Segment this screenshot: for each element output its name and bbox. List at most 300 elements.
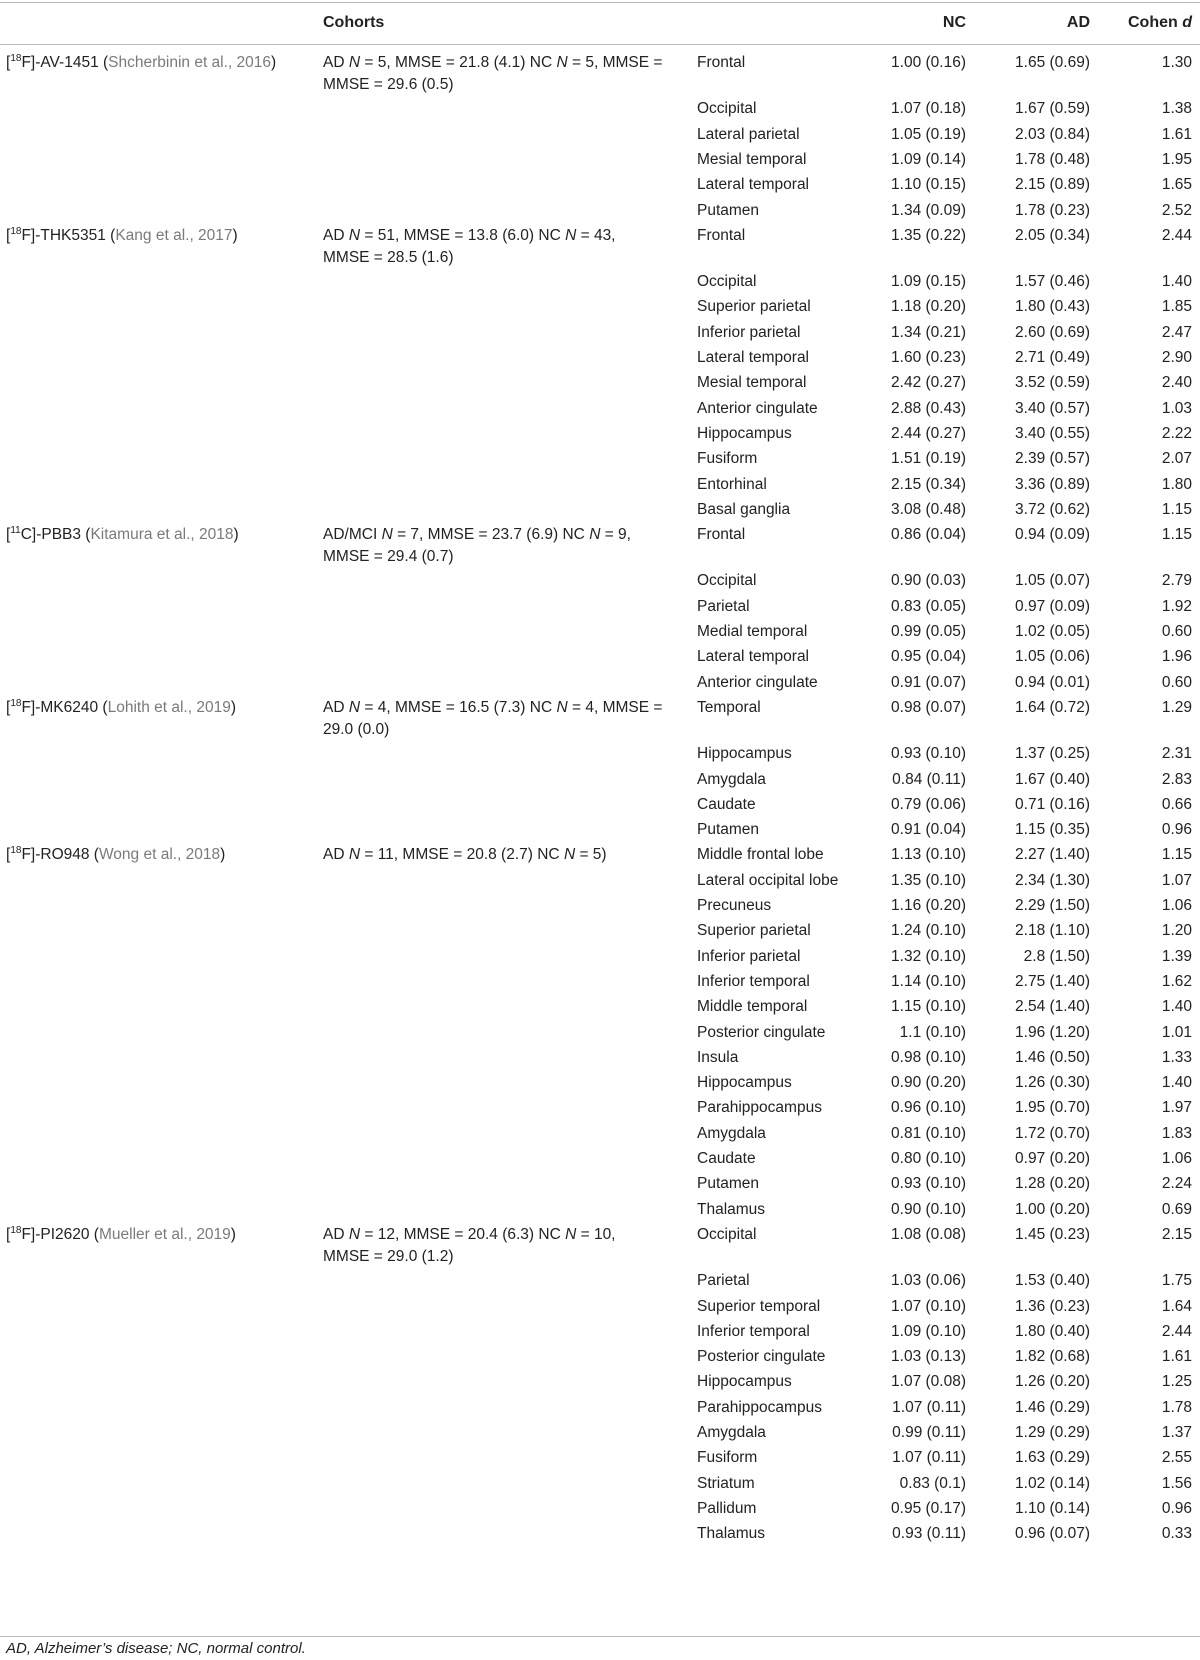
region-cell: Anterior cingulate bbox=[697, 399, 818, 417]
table-top-rule bbox=[0, 2, 1200, 3]
ad-value-cell: 0.97 (0.20) bbox=[1015, 1150, 1090, 1167]
cohort-text: = 10, MMSE = 29.0 (1.2) bbox=[323, 1225, 616, 1265]
ad-value-cell: 1.45 (0.23) bbox=[1015, 1225, 1090, 1243]
ad-value-cell: 1.37 (0.25) bbox=[1015, 745, 1090, 763]
cohen-d-cell: 1.96 bbox=[1161, 648, 1192, 666]
cohen-d-cell: 1.15 bbox=[1161, 846, 1192, 864]
nc-value-cell: 2.42 (0.27) bbox=[891, 374, 966, 392]
ad-value-cell: 0.97 (0.09) bbox=[1015, 597, 1090, 615]
cohen-d-cell: 1.97 bbox=[1161, 1099, 1192, 1117]
cohen-d-cell: 1.40 bbox=[1161, 273, 1192, 291]
cohen-d-cell: 2.22 bbox=[1161, 424, 1192, 442]
tracer-isotope-mass: 18 bbox=[10, 1224, 22, 1236]
region-cell: Frontal bbox=[697, 526, 746, 544]
header-cohen-d-symbol: d bbox=[1182, 14, 1192, 31]
nc-value-cell: 2.44 (0.27) bbox=[891, 424, 966, 442]
cohort-cell bbox=[323, 52, 663, 96]
tracer-isotope-mass: 18 bbox=[10, 845, 22, 857]
cohen-d-cell: 2.55 bbox=[1161, 1449, 1192, 1467]
region-cell: Occipital bbox=[697, 100, 757, 118]
ad-value-cell: 3.72 (0.62) bbox=[1015, 500, 1090, 518]
ad-value-cell: 0.94 (0.09) bbox=[1015, 526, 1090, 544]
cohort-cell bbox=[323, 844, 663, 866]
tracer-name: F]-MK6240 ( bbox=[21, 698, 108, 716]
tracer-cell bbox=[6, 1224, 306, 1246]
region-cell: Middle frontal lobe bbox=[697, 846, 824, 864]
cohen-d-cell: 2.15 bbox=[1161, 1225, 1192, 1243]
ad-value-cell: 2.18 (1.10) bbox=[1015, 922, 1090, 940]
nc-value-cell: 0.90 (0.10) bbox=[891, 1200, 966, 1218]
ad-value-cell: 2.27 (1.40) bbox=[1015, 846, 1090, 864]
nc-value-cell: 1.07 (0.18) bbox=[891, 100, 966, 118]
cohen-d-cell: 1.78 bbox=[1161, 1398, 1192, 1416]
region-cell: Lateral temporal bbox=[697, 349, 810, 366]
ad-value-cell: 2.15 (0.89) bbox=[1015, 176, 1090, 194]
nc-value-cell: 2.88 (0.43) bbox=[891, 399, 966, 417]
region-cell: Fusiform bbox=[697, 1449, 758, 1467]
region-cell: Occipital bbox=[697, 273, 757, 291]
cohen-d-cell: 2.47 bbox=[1161, 323, 1192, 341]
nc-value-cell: 0.98 (0.07) bbox=[891, 698, 966, 716]
nc-value-cell: 0.81 (0.10) bbox=[891, 1124, 966, 1142]
tracer-bracket: [ bbox=[6, 1225, 11, 1243]
region-cell: Mesial temporal bbox=[697, 374, 807, 392]
cohen-d-cell: 2.44 bbox=[1161, 1322, 1192, 1340]
ad-value-cell: 1.05 (0.06) bbox=[1015, 648, 1090, 666]
cohen-d-cell: 1.95 bbox=[1161, 150, 1192, 168]
region-cell: Amygdala bbox=[697, 1124, 766, 1142]
citation-link: Kitamura et al., 2018 bbox=[90, 526, 234, 544]
region-cell: Lateral temporal bbox=[697, 176, 810, 194]
ad-value-cell: 1.26 (0.30) bbox=[1015, 1074, 1090, 1092]
region-cell: Putamen bbox=[697, 821, 760, 839]
nc-value-cell: 0.90 (0.03) bbox=[891, 572, 966, 590]
nc-value-cell: 0.96 (0.10) bbox=[891, 1099, 966, 1117]
region-cell: Parahippocampus bbox=[697, 1099, 822, 1117]
header-rule bbox=[0, 44, 1200, 45]
tracer-bracket: [ bbox=[6, 54, 11, 71]
region-cell: Inferior temporal bbox=[697, 1322, 810, 1340]
cohen-d-cell: 1.92 bbox=[1161, 597, 1192, 615]
ad-value-cell: 0.71 (0.16) bbox=[1015, 795, 1090, 813]
nc-value-cell: 1.13 (0.10) bbox=[891, 846, 966, 864]
region-cell: Inferior temporal bbox=[697, 972, 810, 990]
ad-value-cell: 0.96 (0.07) bbox=[1015, 1525, 1090, 1543]
cohort-text: = 9, MMSE = 29.4 (0.7) bbox=[323, 526, 631, 566]
tracer-isotope-mass: 18 bbox=[10, 225, 22, 237]
tracer-isotope-mass: 11 bbox=[10, 525, 21, 537]
ad-value-cell: 1.10 (0.14) bbox=[1015, 1499, 1090, 1517]
nc-value-cell: 1.10 (0.15) bbox=[891, 176, 966, 194]
ad-value-cell: 1.02 (0.05) bbox=[1015, 623, 1090, 640]
cohort-cell bbox=[323, 697, 663, 741]
cohen-d-cell: 1.40 bbox=[1161, 1074, 1192, 1092]
nc-value-cell: 1.34 (0.21) bbox=[891, 323, 966, 341]
nc-value-cell: 1.32 (0.10) bbox=[891, 947, 966, 965]
cohen-d-cell: 1.38 bbox=[1161, 100, 1192, 118]
cohort-text: AD bbox=[323, 226, 349, 244]
region-cell: Hippocampus bbox=[697, 1074, 792, 1092]
region-cell: Frontal bbox=[697, 226, 746, 244]
region-cell: Anterior cingulate bbox=[697, 673, 818, 691]
cohort-n-symbol: N bbox=[556, 698, 568, 716]
ad-value-cell: 3.40 (0.55) bbox=[1015, 424, 1090, 442]
region-cell: Frontal bbox=[697, 54, 746, 71]
cohen-d-cell: 1.33 bbox=[1161, 1048, 1192, 1066]
header-cohorts: Cohorts bbox=[323, 14, 385, 31]
cohen-d-cell: 1.29 bbox=[1161, 698, 1192, 716]
region-cell: Putamen bbox=[697, 1175, 760, 1193]
nc-value-cell: 0.80 (0.10) bbox=[891, 1150, 966, 1167]
tracer-cell bbox=[6, 844, 306, 866]
nc-value-cell: 1.14 (0.10) bbox=[891, 972, 966, 990]
cohen-d-cell: 2.90 bbox=[1161, 349, 1192, 366]
region-cell: Thalamus bbox=[697, 1200, 766, 1218]
cohort-text: = 5) bbox=[575, 846, 607, 864]
nc-value-cell: 1.05 (0.19) bbox=[891, 125, 966, 143]
cohen-d-cell: 1.30 bbox=[1161, 54, 1192, 71]
ad-value-cell: 2.75 (1.40) bbox=[1015, 972, 1090, 990]
ad-value-cell: 1.95 (0.70) bbox=[1015, 1099, 1090, 1117]
nc-value-cell: 0.90 (0.20) bbox=[891, 1074, 966, 1092]
nc-value-cell: 0.93 (0.10) bbox=[891, 745, 966, 763]
cohen-d-cell: 1.40 bbox=[1161, 998, 1192, 1016]
citation-link: Wong et al., 2018 bbox=[98, 846, 221, 864]
region-cell: Fusiform bbox=[697, 450, 758, 468]
cohort-n-symbol: N bbox=[589, 526, 601, 544]
nc-value-cell: 0.91 (0.07) bbox=[891, 673, 966, 691]
nc-value-cell: 0.93 (0.10) bbox=[891, 1175, 966, 1193]
region-cell: Lateral temporal bbox=[697, 648, 810, 666]
cohen-d-cell: 1.03 bbox=[1161, 399, 1192, 417]
ad-value-cell: 1.67 (0.40) bbox=[1015, 770, 1090, 788]
region-cell: Putamen bbox=[697, 201, 760, 219]
region-cell: Superior parietal bbox=[697, 922, 811, 940]
header-ad: AD bbox=[1066, 14, 1090, 31]
ad-value-cell: 2.54 (1.40) bbox=[1015, 998, 1090, 1016]
cohen-d-cell: 1.83 bbox=[1161, 1124, 1192, 1142]
cohen-d-cell: 1.80 bbox=[1161, 475, 1192, 493]
ad-value-cell: 1.36 (0.23) bbox=[1015, 1297, 1090, 1315]
cohen-d-cell: 1.65 bbox=[1161, 176, 1192, 194]
region-cell: Inferior parietal bbox=[697, 323, 801, 341]
ad-value-cell: 2.29 (1.50) bbox=[1015, 897, 1090, 914]
ad-value-cell: 0.94 (0.01) bbox=[1015, 673, 1090, 691]
cohort-n-symbol: N bbox=[348, 698, 361, 716]
cohen-d-cell: 0.60 bbox=[1161, 673, 1192, 691]
region-cell: Mesial temporal bbox=[697, 150, 807, 168]
region-cell: Posterior cingulate bbox=[697, 1023, 826, 1041]
nc-value-cell: 1.07 (0.11) bbox=[892, 1449, 966, 1467]
cohen-d-cell: 1.06 bbox=[1161, 897, 1192, 914]
cohen-d-cell: 0.69 bbox=[1161, 1200, 1192, 1218]
nc-value-cell: 1.03 (0.06) bbox=[891, 1272, 966, 1290]
tracer-name: F]-PI2620 ( bbox=[21, 1225, 99, 1243]
region-cell: Insula bbox=[697, 1048, 739, 1066]
citation-link: Shcherbinin et al., 2016 bbox=[108, 54, 272, 71]
ad-value-cell: 3.36 (0.89) bbox=[1015, 475, 1090, 493]
region-cell: Hippocampus bbox=[697, 1373, 792, 1391]
tracer-bracket-close: ) bbox=[233, 526, 239, 544]
ad-value-cell: 1.28 (0.20) bbox=[1015, 1175, 1090, 1193]
cohort-text: AD/MCI bbox=[323, 526, 382, 544]
nc-value-cell: 0.91 (0.04) bbox=[891, 821, 966, 839]
ad-value-cell: 3.52 (0.59) bbox=[1015, 374, 1090, 392]
region-cell: Middle temporal bbox=[697, 998, 808, 1016]
cohort-text: AD bbox=[323, 54, 349, 71]
region-cell: Hippocampus bbox=[697, 424, 792, 442]
ad-value-cell: 1.46 (0.29) bbox=[1015, 1398, 1090, 1416]
nc-value-cell: 1.35 (0.10) bbox=[891, 871, 966, 889]
cohen-d-cell: 1.15 bbox=[1161, 500, 1192, 518]
nc-value-cell: 1.08 (0.08) bbox=[891, 1225, 966, 1243]
tracer-bracket-close: ) bbox=[220, 846, 226, 864]
tracer-bracket-close: ) bbox=[232, 226, 238, 244]
ad-value-cell: 2.71 (0.49) bbox=[1015, 349, 1090, 366]
nc-value-cell: 1.1 (0.10) bbox=[899, 1023, 966, 1041]
region-cell: Lateral parietal bbox=[697, 125, 800, 143]
cohen-d-cell: 1.61 bbox=[1161, 1348, 1192, 1366]
cohort-n-symbol: N bbox=[348, 226, 361, 244]
region-cell: Parahippocampus bbox=[697, 1398, 822, 1416]
cohort-text: = 5, MMSE = 21.8 (4.1) NC bbox=[360, 54, 557, 71]
cohen-d-cell: 2.40 bbox=[1161, 374, 1192, 392]
region-cell: Precuneus bbox=[697, 897, 772, 914]
tracer-bracket-close: ) bbox=[230, 1225, 236, 1243]
cohort-cell bbox=[323, 225, 663, 269]
ad-value-cell: 1.15 (0.35) bbox=[1015, 821, 1090, 839]
ad-value-cell: 1.64 (0.72) bbox=[1015, 698, 1090, 716]
cohen-d-cell: 0.96 bbox=[1161, 1499, 1192, 1517]
region-cell: Occipital bbox=[697, 1225, 757, 1243]
tracer-name: C]-PBB3 ( bbox=[20, 526, 91, 544]
region-cell: Basal ganglia bbox=[697, 500, 791, 518]
tracer-cell bbox=[6, 52, 306, 74]
ad-value-cell: 1.57 (0.46) bbox=[1015, 273, 1090, 291]
nc-value-cell: 1.03 (0.13) bbox=[891, 1348, 966, 1366]
tracer-cell bbox=[6, 697, 306, 719]
cohort-text: = 4, MMSE = 16.5 (7.3) NC bbox=[360, 698, 557, 716]
cohort-text: = 7, MMSE = 23.7 (6.9) NC bbox=[392, 526, 590, 544]
ad-value-cell: 1.78 (0.23) bbox=[1015, 201, 1090, 219]
ad-value-cell: 1.53 (0.40) bbox=[1015, 1272, 1090, 1290]
ad-value-cell: 1.02 (0.14) bbox=[1015, 1474, 1090, 1492]
nc-value-cell: 0.79 (0.06) bbox=[891, 795, 966, 813]
header-cohen-d bbox=[1100, 14, 1192, 32]
cohen-d-cell: 2.52 bbox=[1161, 201, 1192, 219]
region-cell: Hippocampus bbox=[697, 745, 792, 763]
region-cell: Superior parietal bbox=[697, 298, 811, 316]
cohen-d-cell: 1.15 bbox=[1161, 526, 1192, 544]
nc-value-cell: 1.24 (0.10) bbox=[891, 922, 966, 940]
header-cohen-label: Cohen bbox=[1128, 14, 1183, 31]
nc-value-cell: 0.93 (0.11) bbox=[892, 1525, 966, 1543]
cohort-n-symbol: N bbox=[348, 846, 361, 864]
citation-link: Kang et al., 2017 bbox=[115, 226, 233, 244]
ad-value-cell: 1.78 (0.48) bbox=[1015, 150, 1090, 168]
cohort-text: = 4, MMSE = 29.0 (0.0) bbox=[323, 698, 663, 738]
nc-value-cell: 0.98 (0.10) bbox=[891, 1048, 966, 1066]
nc-value-cell: 1.15 (0.10) bbox=[891, 998, 966, 1016]
tracer-bracket: [ bbox=[6, 698, 11, 716]
region-cell: Thalamus bbox=[697, 1525, 766, 1543]
ad-value-cell: 1.96 (1.20) bbox=[1015, 1023, 1090, 1041]
cohort-text: AD bbox=[323, 1225, 349, 1243]
cohort-text: = 51, MMSE = 13.8 (6.0) NC bbox=[360, 226, 566, 244]
region-cell: Posterior cingulate bbox=[697, 1348, 826, 1366]
cohen-d-cell: 1.39 bbox=[1161, 947, 1192, 965]
cohort-text: = 11, MMSE = 20.8 (2.7) NC bbox=[360, 846, 564, 864]
region-cell: Striatum bbox=[697, 1474, 755, 1492]
cohen-d-cell: 2.31 bbox=[1161, 745, 1192, 763]
tracer-name: F]-AV-1451 ( bbox=[21, 54, 109, 71]
tracer-cell bbox=[6, 524, 306, 546]
ad-value-cell: 2.8 (1.50) bbox=[1023, 947, 1090, 965]
cohort-text: AD bbox=[323, 698, 349, 716]
cohen-d-cell: 0.60 bbox=[1161, 623, 1192, 640]
cohort-text: = 43, MMSE = 28.5 (1.6) bbox=[323, 226, 616, 266]
nc-value-cell: 1.35 (0.22) bbox=[891, 226, 966, 244]
table-bottom-rule bbox=[0, 1636, 1200, 1637]
nc-value-cell: 1.60 (0.23) bbox=[891, 349, 966, 366]
cohen-d-cell: 1.62 bbox=[1161, 972, 1192, 990]
cohort-n-symbol: N bbox=[565, 1225, 577, 1243]
region-cell: Parietal bbox=[697, 1272, 750, 1290]
ad-value-cell: 3.40 (0.57) bbox=[1015, 399, 1090, 417]
cohen-d-cell: 1.25 bbox=[1161, 1373, 1192, 1391]
cohort-n-symbol: N bbox=[381, 526, 393, 544]
header-nc: NC bbox=[942, 14, 966, 31]
nc-value-cell: 0.95 (0.17) bbox=[891, 1499, 966, 1517]
ad-value-cell: 1.80 (0.40) bbox=[1015, 1322, 1090, 1340]
region-cell: Parietal bbox=[697, 597, 750, 615]
tracer-cell bbox=[6, 225, 306, 247]
cohort-n-symbol: N bbox=[565, 226, 577, 244]
ad-value-cell: 1.00 (0.20) bbox=[1015, 1200, 1090, 1218]
nc-value-cell: 1.09 (0.10) bbox=[891, 1322, 966, 1340]
region-cell: Amygdala bbox=[697, 770, 766, 788]
region-cell: Lateral occipital lobe bbox=[697, 871, 839, 889]
ad-value-cell: 1.65 (0.69) bbox=[1015, 54, 1090, 71]
cohen-d-cell: 1.56 bbox=[1161, 1474, 1192, 1492]
region-cell: Amygdala bbox=[697, 1424, 766, 1441]
region-cell: Caudate bbox=[697, 795, 756, 813]
cohen-d-cell: 1.07 bbox=[1161, 871, 1192, 889]
cohort-n-symbol: N bbox=[348, 1225, 361, 1243]
nc-value-cell: 1.07 (0.10) bbox=[891, 1297, 966, 1315]
nc-value-cell: 0.99 (0.05) bbox=[891, 623, 966, 640]
region-cell: Caudate bbox=[697, 1150, 756, 1167]
ad-value-cell: 1.63 (0.29) bbox=[1015, 1449, 1090, 1467]
nc-value-cell: 0.84 (0.11) bbox=[892, 770, 966, 788]
nc-value-cell: 1.34 (0.09) bbox=[891, 201, 966, 219]
cohort-n-symbol: N bbox=[563, 846, 576, 864]
table-footnote: AD, Alzheimer’s disease; NC, normal control. bbox=[6, 1640, 306, 1657]
cohen-d-cell: 1.37 bbox=[1161, 1424, 1192, 1441]
nc-value-cell: 0.83 (0.05) bbox=[891, 597, 966, 615]
ad-value-cell: 2.60 (0.69) bbox=[1015, 323, 1090, 341]
nc-value-cell: 1.16 (0.20) bbox=[891, 897, 966, 914]
cohen-d-cell: 2.83 bbox=[1161, 770, 1192, 788]
ad-value-cell: 1.72 (0.70) bbox=[1015, 1124, 1090, 1142]
cohort-cell bbox=[323, 524, 663, 568]
nc-value-cell: 0.95 (0.04) bbox=[891, 648, 966, 666]
tracer-isotope-mass: 18 bbox=[10, 53, 22, 64]
cohen-d-cell: 2.24 bbox=[1161, 1175, 1192, 1193]
citation-link: Lohith et al., 2019 bbox=[107, 698, 231, 716]
ad-value-cell: 1.26 (0.20) bbox=[1015, 1373, 1090, 1391]
cohen-d-cell: 1.61 bbox=[1161, 125, 1192, 143]
nc-value-cell: 2.15 (0.34) bbox=[891, 475, 966, 493]
tracer-bracket-close: ) bbox=[230, 698, 236, 716]
cohen-d-cell: 2.44 bbox=[1161, 226, 1192, 244]
cohen-d-cell: 2.79 bbox=[1161, 572, 1192, 590]
nc-value-cell: 1.18 (0.20) bbox=[891, 298, 966, 316]
cohen-d-cell: 1.20 bbox=[1161, 922, 1192, 940]
nc-value-cell: 1.09 (0.14) bbox=[891, 150, 966, 168]
ad-value-cell: 2.05 (0.34) bbox=[1015, 226, 1090, 244]
tracer-bracket: [ bbox=[6, 526, 11, 544]
cohort-n-symbol: N bbox=[348, 54, 361, 71]
cohort-text: AD bbox=[323, 846, 349, 864]
nc-value-cell: 3.08 (0.48) bbox=[891, 500, 966, 518]
tracer-bracket-close: ) bbox=[271, 54, 277, 71]
cohen-d-cell: 0.66 bbox=[1161, 795, 1192, 813]
region-cell: Superior temporal bbox=[697, 1297, 821, 1315]
ad-value-cell: 1.80 (0.43) bbox=[1015, 298, 1090, 316]
cohen-d-cell: 1.64 bbox=[1161, 1297, 1192, 1315]
tracer-name: F]-RO948 ( bbox=[21, 846, 99, 864]
nc-value-cell: 1.07 (0.11) bbox=[892, 1398, 966, 1416]
nc-value-cell: 0.99 (0.11) bbox=[892, 1424, 966, 1441]
cohen-d-cell: 0.33 bbox=[1161, 1525, 1192, 1543]
region-cell: Inferior parietal bbox=[697, 947, 801, 965]
ad-value-cell: 1.82 (0.68) bbox=[1015, 1348, 1090, 1366]
cohen-d-cell: 1.01 bbox=[1161, 1023, 1192, 1041]
ad-value-cell: 1.67 (0.59) bbox=[1015, 100, 1090, 118]
region-cell: Entorhinal bbox=[697, 475, 767, 493]
nc-value-cell: 0.83 (0.1) bbox=[899, 1474, 966, 1492]
ad-value-cell: 2.03 (0.84) bbox=[1015, 125, 1090, 143]
cohen-d-cell: 1.85 bbox=[1161, 298, 1192, 316]
nc-value-cell: 1.00 (0.16) bbox=[891, 54, 966, 71]
tracer-bracket: [ bbox=[6, 226, 11, 244]
region-cell: Occipital bbox=[697, 572, 757, 590]
cohort-text: = 5, MMSE = MMSE = 29.6 (0.5) bbox=[323, 54, 663, 93]
tracer-bracket: [ bbox=[6, 846, 11, 864]
cohort-n-symbol: N bbox=[556, 54, 568, 71]
ad-value-cell: 2.34 (1.30) bbox=[1015, 871, 1090, 889]
cohen-d-cell: 2.07 bbox=[1161, 450, 1192, 468]
ad-value-cell: 1.46 (0.50) bbox=[1015, 1048, 1090, 1066]
cohort-cell bbox=[323, 1224, 663, 1268]
cohort-text: = 12, MMSE = 20.4 (6.3) NC bbox=[360, 1225, 566, 1243]
cohen-d-cell: 0.96 bbox=[1161, 821, 1192, 839]
cohen-d-cell: 1.06 bbox=[1161, 1150, 1192, 1167]
region-cell: Temporal bbox=[697, 698, 761, 716]
ad-value-cell: 1.05 (0.07) bbox=[1015, 572, 1090, 590]
tracer-isotope-mass: 18 bbox=[10, 697, 22, 709]
nc-value-cell: 0.86 (0.04) bbox=[891, 526, 966, 544]
region-cell: Medial temporal bbox=[697, 623, 808, 640]
tracer-name: F]-THK5351 ( bbox=[21, 226, 116, 244]
nc-value-cell: 1.07 (0.08) bbox=[891, 1373, 966, 1391]
nc-value-cell: 1.51 (0.19) bbox=[891, 450, 966, 468]
nc-value-cell: 1.09 (0.15) bbox=[891, 273, 966, 291]
region-cell: Pallidum bbox=[697, 1499, 757, 1517]
ad-value-cell: 1.29 (0.29) bbox=[1015, 1424, 1090, 1441]
cohen-d-cell: 1.75 bbox=[1161, 1272, 1192, 1290]
